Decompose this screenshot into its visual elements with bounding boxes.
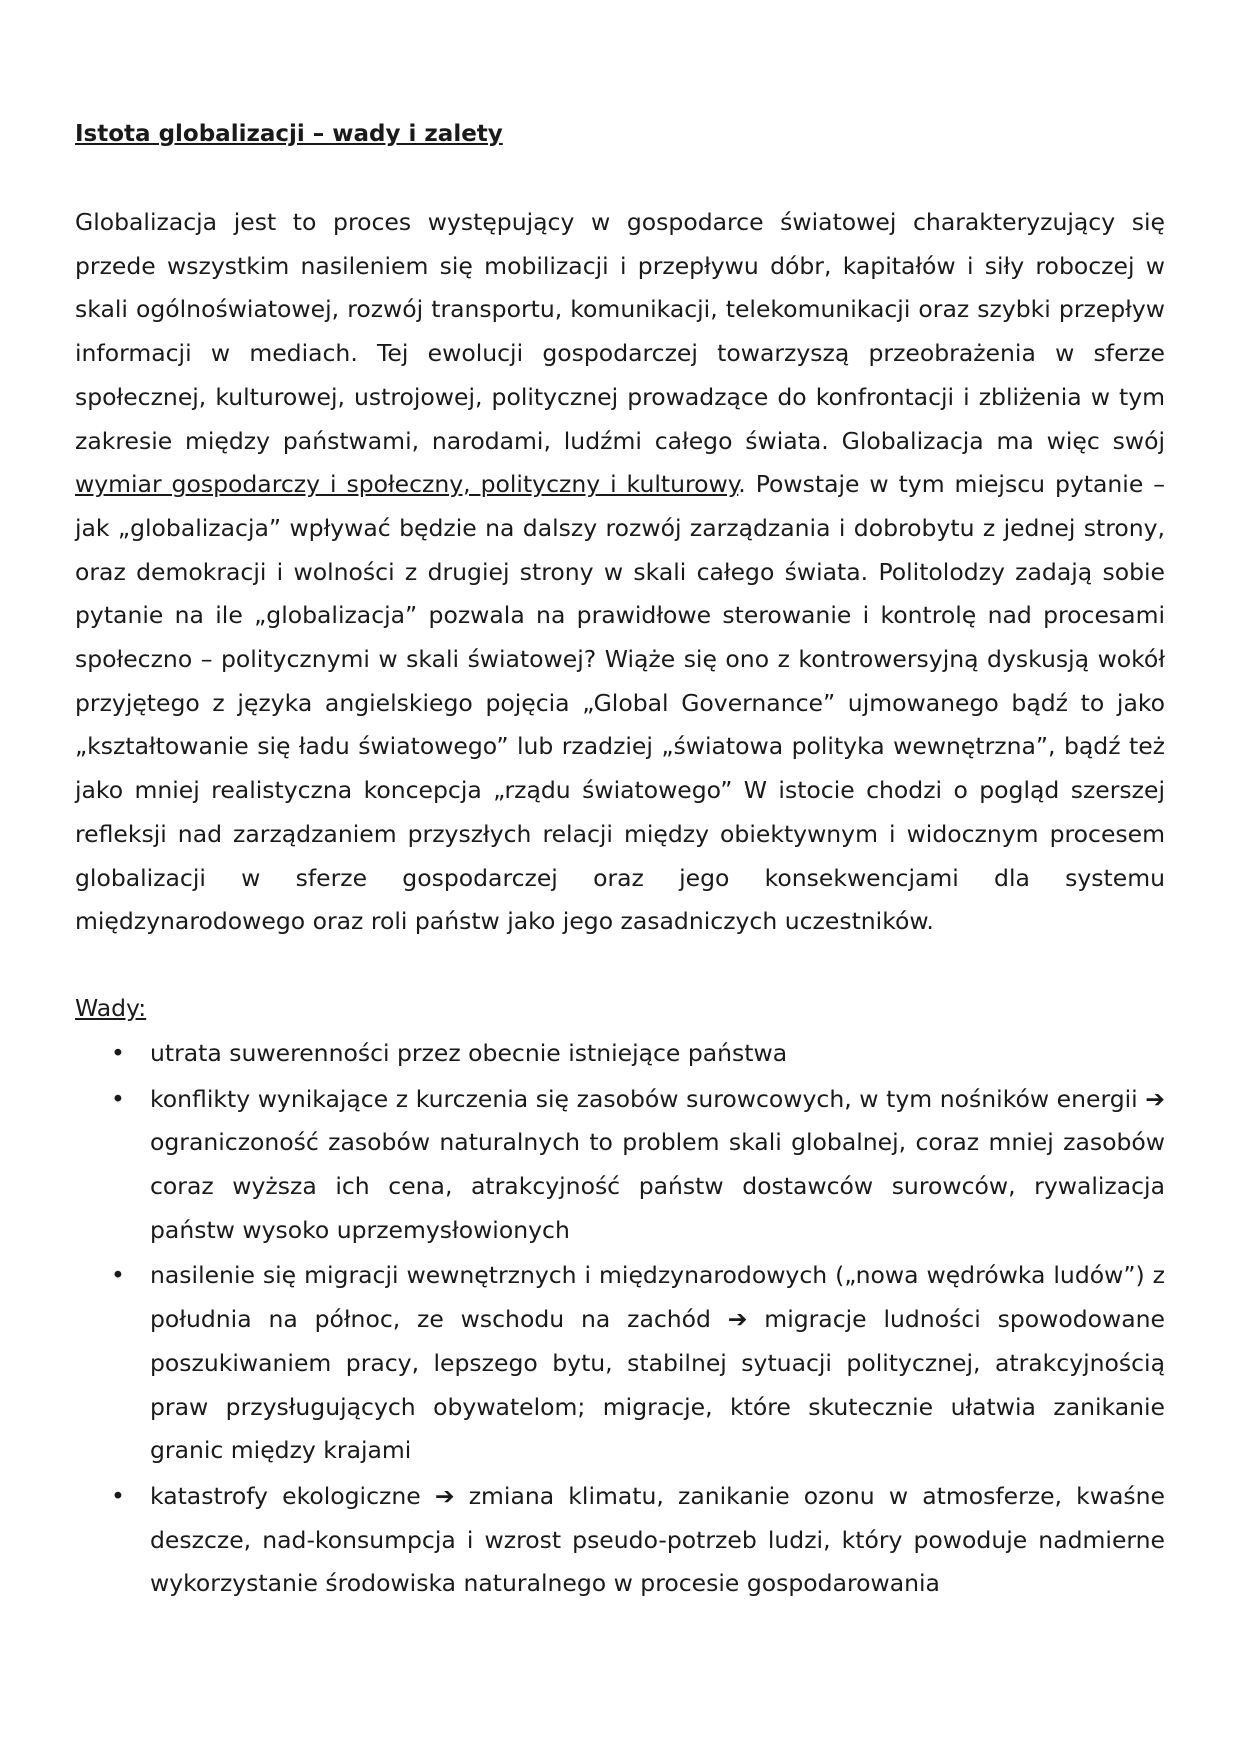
paragraph-text-after: . Powstaje w tym miejscu pytanie – jak „globalizacja” wpływać będzie na dalszy rozwój zarządzania i dobrobytu z jednej strony, oraz demokracji i wolności z drugiej strony w skali całego świata. Politolodzy zadają sobie pytanie na ile „globalizacja” pozwala na prawidłowe sterowanie i kontrolę nad procesami społeczno – politycznymi w skali światowej? Wiąże się ono z kontrowersyjną dyskusją wokół przyjętego z języka angielskiego pojęcia „Global Governance” ujmowanego bądź to jako „kształtowanie się ładu światowego” lub rzadziej „światowa polityka wewnętrzna”, bądź też jako mniej realistyczna koncepcja „rządu światowego” W istocie chodzi o pogląd szerszej refleksji nad zarządzaniem przyszłych relacji między obiektywnym i widocznym procesem globalizacji w sferze gospodarczej oraz jego konsekwencjami dla systemu międzynarodowego oraz roli państw jako jego zasadniczych uczestników. [75, 470, 1165, 936]
bullet-icon: • [111, 1038, 125, 1067]
paragraph-text-before: Globalizacja jest to proces występujący w gospodarce światowej charakteryzujący się przede wszystkim nasileniem się mobilizacji i przepływu dóbr, kapitałów i siły roboczej w skali ogólnoświatowej, rozwój transportu, komunikacji, telekomunikacji oraz szybki przepływ informacji w mediach. Tej ewolucji gospodarczej towarzyszą przeobrażenia w sferze społecznej, kulturowej, ustrojowej, politycznej prowadzące do konfrontacji i zbliżenia w tym zakresie między państwami, narodami, ludźmi całego świata. Globalizacja ma więc swój [75, 208, 1165, 455]
list-item [75, 1032, 1165, 1076]
list-item-text: katastrofy ekologiczne ➔ zmiana klimatu, zanikanie ozonu w atmosferze, kwaśne deszcze, nad-konsumpcja i wzrost pseudo-potrzeb ludzi, który powoduje nadmierne wykorzystanie środowiska naturalnego w procesie gospodarowania [150, 1481, 1165, 1598]
wady-list [75, 1032, 1165, 1606]
bullet-icon: • [111, 1084, 125, 1113]
intro-paragraph [75, 201, 1165, 944]
bullet-icon: • [111, 1481, 125, 1510]
list-item-text: nasilenie się migracji wewnętrznych i międzynarodowych („nowa wędrówka ludów”) z południa na północ, ze wschodu na zachód ➔ migracje ludności spowodowane poszukiwaniem pracy, lepszego bytu, stabilnej sytuacji politycznej, atrakcyjnością praw przysługujących obywatelom; migracje, które skutecznie ułatwia zanikanie granic między krajami [150, 1261, 1165, 1465]
list-item [75, 1078, 1165, 1253]
bullet-icon: • [111, 1261, 125, 1290]
paragraph-underlined-text: wymiar gospodarczy i społeczny, polityczny i kulturowy [75, 470, 739, 499]
list-item-text: utrata suwerenności przez obecnie istniejące państwa [150, 1038, 788, 1067]
document-page [75, 118, 1165, 1608]
list-item [75, 1254, 1165, 1473]
section-heading-wady: Wady: [75, 993, 147, 1022]
document-title: Istota globalizacji – wady i zalety [75, 121, 503, 147]
list-item-text: konflikty wynikające z kurczenia się zasobów surowcowych, w tym nośników energii ➔ ograniczoność zasobów naturalnych to problem skali globalnej, coraz mniej zasobów coraz wyższa ich cena, atrakcyjność państw dostawców surowców, rywalizacja państw wysoko uprzemysłowionych [150, 1084, 1165, 1244]
list-item [75, 1475, 1165, 1606]
